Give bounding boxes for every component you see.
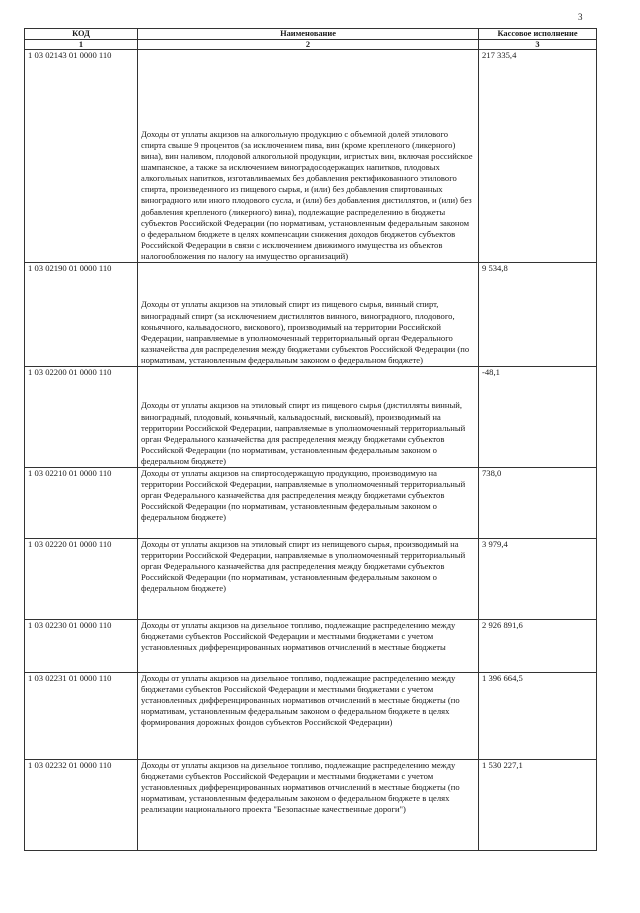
row-code: 1 03 02200 01 0000 110 [25,367,138,468]
row-code: 1 03 02232 01 0000 110 [25,760,138,851]
row-code: 1 03 02231 01 0000 110 [25,673,138,760]
table-row [25,620,597,673]
row-amount: 738,0 [479,468,597,539]
table-row [25,50,597,263]
row-name [138,367,479,468]
row-amount: 217 335,4 [479,50,597,263]
row-name [138,673,479,760]
row-name [138,263,479,367]
row-code: 1 03 02210 01 0000 110 [25,468,138,539]
row-name [138,539,479,620]
row-amount: -48,1 [479,367,597,468]
row-code: 1 03 02230 01 0000 110 [25,620,138,673]
row-code: 1 03 02143 01 0000 110 [25,50,138,263]
table-row [25,468,597,539]
table-header [25,29,597,50]
header-row [25,29,597,40]
table-row [25,263,597,367]
row-amount: 9 534,8 [479,263,597,367]
row-name-text: Доходы от уплаты акцизов на этиловый спирт из пищевого сырья (дистилляты винный, виноградный, плодовый, коньячный, кальвадосный, висковый), производимый на территории Российской Федерации, направляемые в уполномоченный территориальный орган Федерального казначейства для распределения между бюджетами субъектов Российской Федерации (по нормативам, установленным федеральным законом о федеральном бюджете) [141,400,466,466]
row-amount: 1 396 664,5 [479,673,597,760]
column-number-3: 3 [479,40,597,50]
row-name-text: Доходы от уплаты акцизов на алкогольную продукцию с объемной долей этилового спирта свыше 9 процентов (за исключением пива, вин (кроме крепленого (ликерного) вина), вин наливом, плодовой алкогольной продукции, игристых вин, включая российское шампанское, а также за исключением виноградосодержащих напитков, плодовых алкогольных напитков, изготавливаемых без добавления ректификованного этилового спирта, произведенного из пищевого сырья, и (или) без добавления спиртованных виноградного или иного плодового сусла, и (или) без добавления дистиллятов, и (или) без добавления крепленого (ликерного) вина), подлежащие распределению в бюджеты субъектов Российской Федерации (по нормативам, установленным федеральным законом о федеральном бюджете в целях компенсации снижения доходов бюджетов субъектов Российской Федерации в связи с исключением движимого имущества из объектов налогообложения по налогу на имущество организаций) [141,128,473,261]
table-body [25,50,597,851]
budget-revenue-table [24,28,597,851]
row-amount: 2 926 891,6 [479,620,597,673]
row-name-text: Доходы от уплаты акцизов на этиловый спирт из пищевого сырья, винный спирт, виноградный спирт (за исключением дистиллятов винного, виноградного, плодового, коньячного, кальвадосного, вискового), производимый на территории Российской Федерации, направляемые в уполномоченный территориальный орган Федерального казначейства для распределения между бюджетами субъектов Российской Федерации (по нормативам, установленным федеральным законом о федеральном бюджете) [141,299,470,365]
row-amount: 1 530 227,1 [479,760,597,851]
column-number-2: 2 [138,40,479,50]
row-name [138,760,479,851]
row-name-text: Доходы от уплаты акцизов на дизельное топливо, подлежащие распределению между бюджетами субъектов Российской Федерации и местными бюджетами с учетом установленных дифференцированных нормативов отчислений в местные бюджеты [141,620,456,653]
page-number: 3 [578,12,583,22]
table-row [25,367,597,468]
row-name-text: Доходы от уплаты акцизов на спиртосодержащую продукцию, производимую на территории Российской Федерации, направляемые в уполномоченный территориальный орган Федерального казначейства для распределения между бюджетами субъектов Российской Федерации (по нормативам, установленным федеральным законом о федеральном бюджете) [141,468,466,523]
table-row [25,673,597,760]
row-name [138,620,479,673]
row-amount: 3 979,4 [479,539,597,620]
row-name [138,468,479,539]
row-code: 1 03 02220 01 0000 110 [25,539,138,620]
column-number-1: 1 [25,40,138,50]
table-row [25,760,597,851]
header-amount: Кассовое исполнение [479,29,597,40]
header-name: Наименование [138,29,479,40]
row-name-text: Доходы от уплаты акцизов на этиловый спирт из непищевого сырья, производимый на территории Российской Федерации, направляемые в уполномоченный территориальный орган Федерального казначейства для распределения между бюджетами субъектов Российской Федерации (по нормативам, установленным федеральным законом о федеральном бюджете) [141,539,466,594]
row-name-text: Доходы от уплаты акцизов на дизельное топливо, подлежащие распределению между бюджетами субъектов Российской Федерации и местными бюджетами с учетом установленных дифференцированных нормативов отчислений в местные бюджеты (по нормативам, установленным федеральным законом о федеральном бюджете в целях формирования дорожных фондов субъектов Российской Федерации) [141,673,460,728]
row-name-text: Доходы от уплаты акцизов на дизельное топливо, подлежащие распределению между бюджетами субъектов Российской Федерации и местными бюджетами с учетом установленных дифференцированных нормативов отчислений в местные бюджеты (по нормативам, установленным федеральным законом о федеральном бюджете в целях реализации национального проекта "Безопасные качественные дороги") [141,760,460,815]
column-number-row [25,40,597,50]
row-name [138,50,479,263]
row-code: 1 03 02190 01 0000 110 [25,263,138,367]
header-code: КОД [25,29,138,40]
table-row [25,539,597,620]
